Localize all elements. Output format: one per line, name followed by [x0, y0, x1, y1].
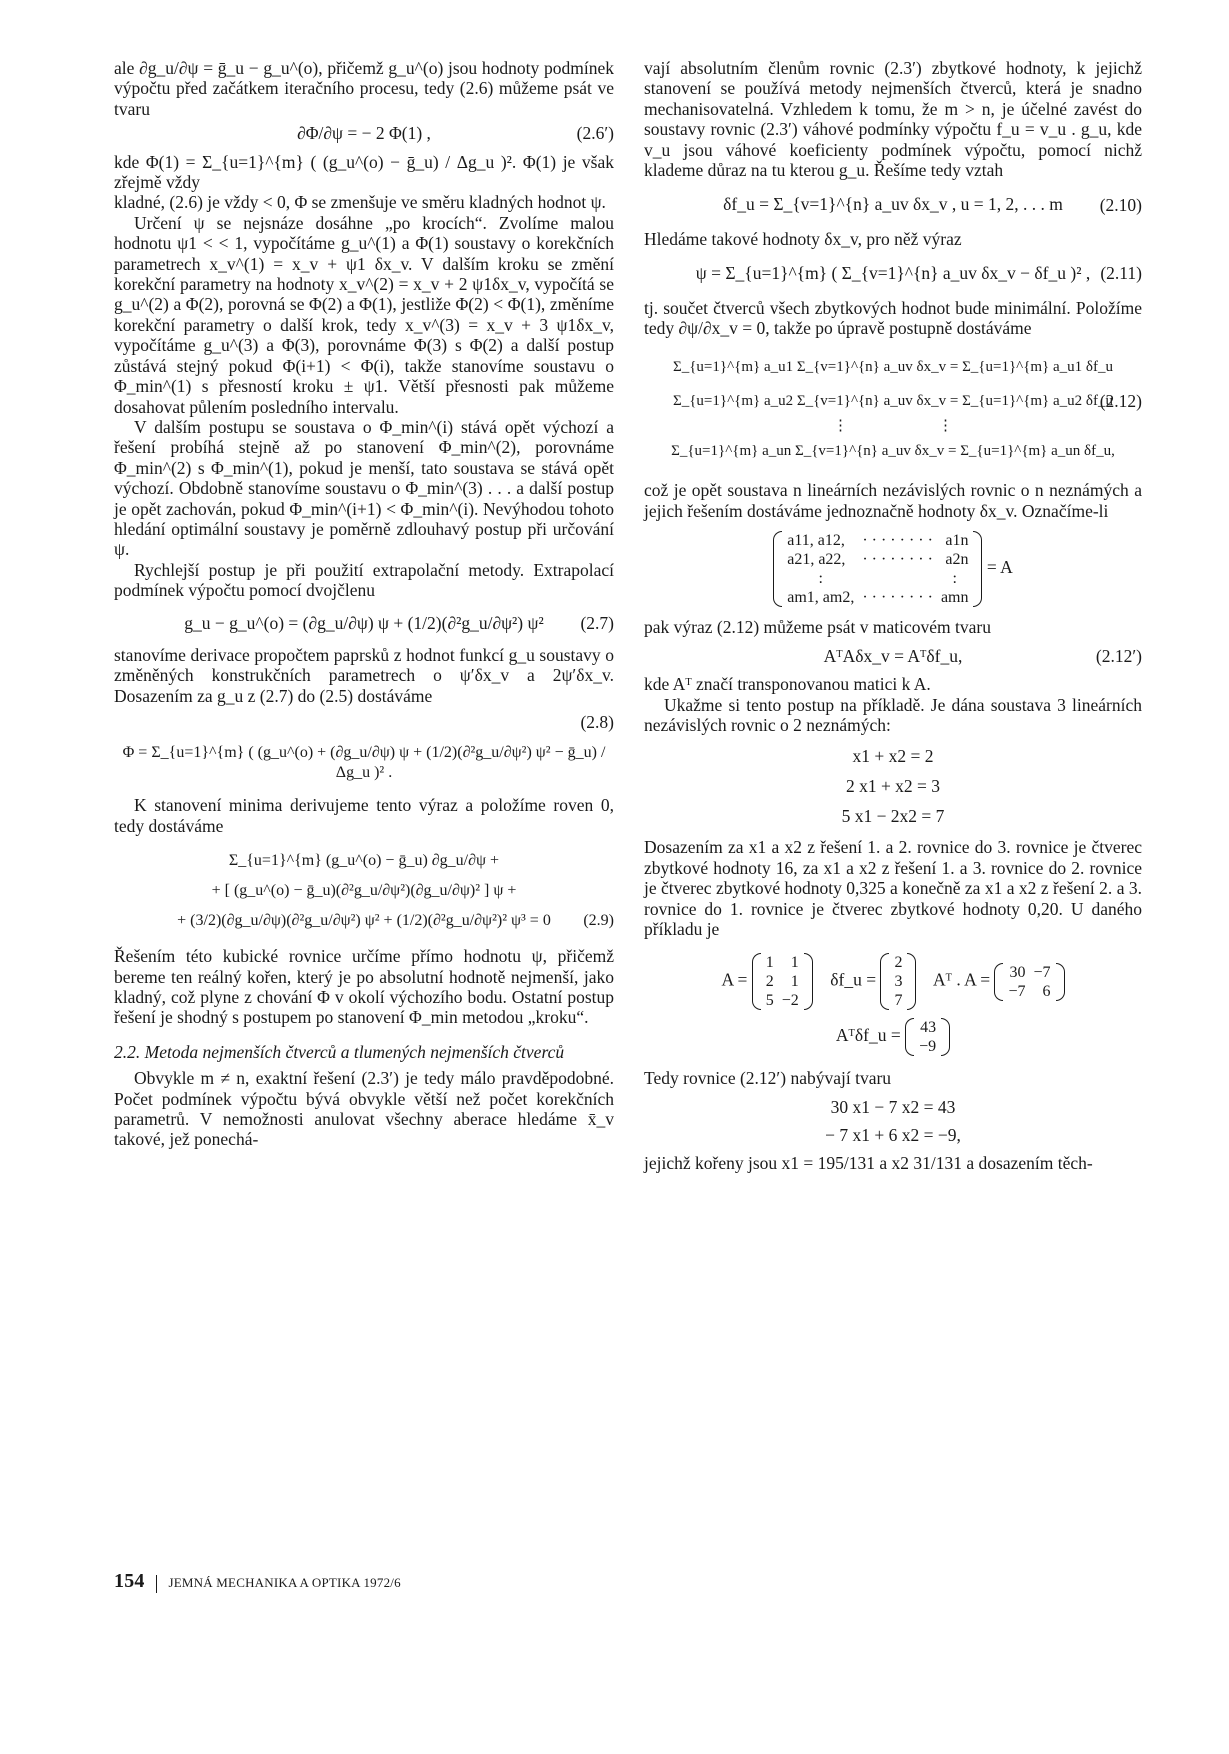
matrix-ATdf [644, 1018, 1142, 1056]
journal-name: JEMNÁ MECHANIKA A OPTIKA 1972/6 [168, 1575, 401, 1590]
system-equation: − 7 x1 + 6 x2 = −9, [825, 1124, 961, 1145]
matrix-cell: −7 [1033, 963, 1051, 981]
matrix-A [752, 953, 813, 1010]
paragraph: Tedy rovnice (2.12′) nabývají tvaru [644, 1068, 892, 1089]
equation-number: (2.12) [1099, 391, 1142, 412]
paragraph: stanovíme derivace propočtem paprsků z hodnot funkcí g_u soustavy o změněných konstrukčních parametrech o ψ′δx_v a 2ψ′δx_v. Dosazením za g_u z (2.7) do (2.5) dostáváme [114, 644, 614, 706]
matrix-cell: 3 [894, 973, 903, 991]
paragraph: K stanovení minima derivujeme tento výraz a položíme roven 0, tedy dostáváme [114, 795, 614, 836]
example-matrices [644, 953, 1142, 1010]
matrix-cell: 2 [894, 954, 903, 972]
equation-line: Σ_{u=1}^{m} a_un Σ_{v=1}^{n} a_uv δx_v = Σ_{u=1}^{m} a_un δf_u, [671, 443, 1115, 460]
equation-text: g_u − g_u^(o) = (∂g_u/∂ψ) ψ + (1/2)(∂²g_u/∂ψ²) ψ² [184, 612, 544, 633]
matrix-cell: : [952, 570, 957, 588]
paragraph: Rychlejší postup je při použití extrapolační metody. Extrapolací podmínek výpočtu pomocí dvojčlenu [114, 559, 614, 601]
matrix-equals-A: = A [986, 557, 1013, 578]
matrix-cell: a11, a12, [787, 532, 845, 550]
matrix-cell: 2 [765, 973, 774, 991]
matrix [773, 531, 982, 607]
paragraph: kladné, (2.6) je vždy < 0, Φ se zmenšuje ve směru kladných hodnot ψ. [114, 192, 606, 213]
matrix-cell: 1 [790, 954, 799, 972]
matrix-cell: −7 [1008, 982, 1026, 1000]
equation-2-6p [114, 123, 614, 143]
matrix-cell: · · · · · · · · [862, 589, 933, 607]
matrix-cell [858, 569, 937, 588]
equation-line: Σ_{u=1}^{m} (g_u^(o) − ḡ_u) ∂g_u/∂ψ + [228, 852, 500, 870]
page-footer [114, 1570, 401, 1593]
paragraph: Ukažme si tento postup na příkladě. Je dána soustava 3 lineárních nezávislých rovnic o 2 neznámých: [644, 694, 1142, 735]
paragraph: Hledáme takové hodnoty δx_v, pro něž výraz [644, 228, 962, 249]
matrix-cell: a1n [945, 532, 969, 550]
matrix-cell: 43 [920, 1019, 937, 1037]
paragraph: Určení ψ se nejsnáze dosáhne „po krocích“. Zvolíme malou hodnotu ψ1 < < 1, vypočítáme g_u^(1) a Φ(1) soustavy o korekčních parametrech x_v^(1) = x_v + ψ1 δx_v. V dalším kroku se změní korekční parametry na hodnoty x_v^(2) = x_v + 2 ψ1δx_v, vypočítá se g_u^(2) a Φ(2), porovná se Φ(2) a Φ(1), jestliže Φ(2) < Φ(1), změníme korekční parametry o další krok, tedy x_v^(3) = x_v + 3 ψ1δx_v, vypočítáme g_u^(3) a Φ(3), porovnáme Φ(3) s Φ(2) a další postup zůstává stejný pokud Φ(i+1) < Φ(i), takže stanovíme soustavu o Φ_min^(1) s přesností kroku ± ψ1. Větší přesnosti pak můžeme dosahovat půlením posledního intervalu. [114, 212, 614, 417]
equation-number: (2.6′) [576, 123, 614, 144]
right-column [644, 58, 1142, 1173]
matrix-label: Aᵀ . A = [933, 969, 991, 990]
page-number: 154 [114, 1570, 145, 1592]
paragraph: Řešením této kubické rovnice určíme přímo hodnotu ψ, přičemž bereme ten reálný kořen, který je po absolutní hodnotě nejmenší, jako kladný, což plyne z chování Φ v okolí výchozího bodu. Ostatní postup řešení je shodný s postupem po stanovení Φ_min metodou „kroku“. [114, 946, 614, 1028]
equation-2-12p [644, 646, 1142, 666]
matrix-cell: : [818, 570, 823, 588]
paragraph: což je opět soustava n lineárních nezávislých rovnic o n neznámých a jejich řešením dostáváme jednoznačně hodnoty δx_v. Označíme-li [644, 480, 1142, 521]
equation-text: Φ = Σ_{u=1}^{m} ( (g_u^(o) + (∂g_u/∂ψ) ψ + (1/2)(∂²g_u/∂ψ²) ψ² − ḡ_u) / Δg_u )² . [122, 743, 606, 781]
matrix-cell: 30 [1009, 963, 1026, 981]
system-equation: 5 x1 − 2x2 = 7 [841, 806, 945, 827]
paragraph: tj. součet čtverců všech zbytkových hodnot bude minimální. Položíme tedy ∂ψ/∂x_v = 0, takže po úpravě postupně dostáváme [644, 297, 1142, 339]
equation-2-8 [114, 712, 614, 783]
matrix-cell: a21, a22, [787, 551, 846, 569]
equation-line: + [ (g_u^(o) − ḡ_u)(∂²g_u/∂ψ²)(∂g_u/∂ψ)² ] ψ + [211, 882, 517, 900]
equation-2-12 [644, 350, 1142, 468]
equation-text: AᵀAδx_v = Aᵀδf_u, [823, 645, 963, 666]
matrix-cell: a2n [945, 551, 969, 569]
equation-text: ∂Φ/∂ψ = − 2 Φ(1) , [297, 123, 431, 144]
system-equation: 30 x1 − 7 x2 = 43 [830, 1096, 956, 1117]
matrix-cell: −2 [781, 992, 799, 1010]
left-column [114, 58, 614, 1150]
paragraph: pak výraz (2.12) můžeme psát v maticovém tvaru [644, 617, 991, 638]
section-heading: 2.2. Metoda nejmenších čtverců a tlumených nejmenších čtverců [114, 1041, 565, 1062]
paragraph: Obvykle m ≠ n, exaktní řešení (2.3′) je tedy málo pravděpodobné. Počet podmínek výpočtu bývá obvykle větší než počet korekčních parametrů. V nemožnosti anulovat všechny aberace hledáme x̄_v takové, jež ponechá- [114, 1068, 614, 1150]
equation-number: (2.10) [1099, 194, 1142, 215]
equation-number: (2.12′) [1095, 645, 1142, 666]
matrix-cell: 5 [765, 992, 774, 1010]
paragraph: kde Aᵀ značí transponovanou matici k A. [644, 674, 931, 695]
matrix-label: δf_u = [830, 969, 877, 990]
equation-line: Σ_{u=1}^{m} a_u1 Σ_{v=1}^{n} a_uv δx_v = Σ_{u=1}^{m} a_u1 δf_u [673, 359, 1113, 376]
matrix-cell: amn [940, 589, 969, 607]
equation-2-9 [114, 846, 614, 936]
paragraph: kde Φ(1) = Σ_{u=1}^{m} ( (g_u^(o) − ḡ_u) / Δg_u )². Φ(1) je však zřejmě vždy [114, 151, 614, 193]
matrix-label: Aᵀδf_u = [835, 1025, 901, 1046]
matrix-cell: 1 [790, 973, 799, 991]
matrix-cell: · · · · · · · · [862, 551, 933, 569]
matrix-cell: 7 [894, 992, 903, 1010]
system-equation: x1 + x2 = 2 [852, 746, 934, 767]
equation-2-7 [114, 613, 614, 633]
matrix-cell: · · · · · · · · [862, 532, 933, 550]
matrix-df [880, 953, 916, 1010]
equation-2-10 [644, 194, 1142, 214]
reduced-system [644, 1093, 1142, 1149]
matrix-cell: am1, am2, [787, 589, 855, 607]
vertical-ellipsis: ⋮ ⋮ [833, 418, 953, 435]
paragraph: vají absolutním členům rovnic (2.3′) zbytkové hodnoty, k jejichž stanovení se používá metody nejmenších čtverců, která je snadno mechanisovatelná. Vzhledem k tomu, že m > n, je účelné zavést do soustavy rovnic (2.3′) váhové podmínky výpočtu f_u = v_u . g_u, kde v_u jsou váhové koeficienty podmínek výpočtu, pomocí nichž klademe důraz na tu kterou g_u. Řešíme tedy vztah [644, 58, 1142, 181]
matrix-cell: 1 [765, 954, 774, 972]
paragraph: V dalším postupu se soustava o Φ_min^(i) stává opět výchozí a řešení probíhá stejně až po stanovení Φ_min^(2), porovnáme Φ_min^(2) s Φ_min^(1), pokud je menší, tato soustava se stává opět výchozí. Obdobně stanovíme soustavu o Φ_min^(3) . . . a další postup je opět zachován, pokud Φ_min^(i+1) < Φ_min^(i). Nevýhodou tohoto hledání optimální soustavy je poměrně zdlouhavý postup při určování ψ. [114, 416, 614, 560]
equation-2-11 [644, 263, 1142, 283]
paragraph: ale ∂g_u/∂ψ = ḡ_u − g_u^(o), přičemž g_u^(o) jsou hodnoty podmínek výpočtu před začátkem iteračního procesu, tedy (2.6) můžeme psát ve tvaru [114, 58, 614, 119]
equation-line: + (3/2)(∂g_u/∂ψ)(∂²g_u/∂ψ²) ψ² + (1/2)(∂²g_u/∂ψ²)² ψ³ = 0 [177, 912, 551, 930]
equation-number: (2.7) [580, 612, 614, 633]
system-equation: 2 x1 + x2 = 3 [845, 776, 941, 797]
equation-number: (2.8) [580, 712, 614, 733]
equation-text: ψ = Σ_{u=1}^{m} ( Σ_{v=1}^{n} a_uv δx_v − δf_u )² , [695, 263, 1091, 284]
paragraph: Dosazením za x1 a x2 z řešení 1. a 2. rovnice do 3. rovnice je čtverec zbytkové hodnoty 16, za x1 a x2 z řešení 1. a 3. rovnice do 2. rovnice je čtverec zbytkové hodnoty 0,325 a konečně za x1 a x2 z řešení 2. a 3. rovnice do 1. rovnice je čtverec zbytkové hodnoty 0,20. U daného příkladu je [644, 837, 1142, 939]
matrix-cell: 6 [1042, 982, 1051, 1000]
equation-text: δf_u = Σ_{v=1}^{n} a_uv δx_v , u = 1, 2, . . . m [723, 194, 1063, 215]
matrix-ATA [994, 963, 1064, 1001]
paragraph: jejichž kořeny jsou x1 = 195/131 a x2 31/131 a dosazením těch- [644, 1152, 1093, 1173]
equation-number: (2.9) [583, 912, 614, 930]
matrix-ATdf-values [905, 1018, 950, 1056]
matrix-cell: −9 [919, 1038, 937, 1056]
linear-system [644, 741, 1142, 831]
equation-number: (2.11) [1100, 263, 1142, 284]
footer-divider [156, 1575, 157, 1593]
matrix-A-definition [644, 531, 1142, 607]
equation-line: Σ_{u=1}^{m} a_u2 Σ_{v=1}^{n} a_uv δx_v = Σ_{u=1}^{m} a_u2 δf_u [673, 393, 1113, 410]
matrix-label: A = [721, 969, 748, 990]
